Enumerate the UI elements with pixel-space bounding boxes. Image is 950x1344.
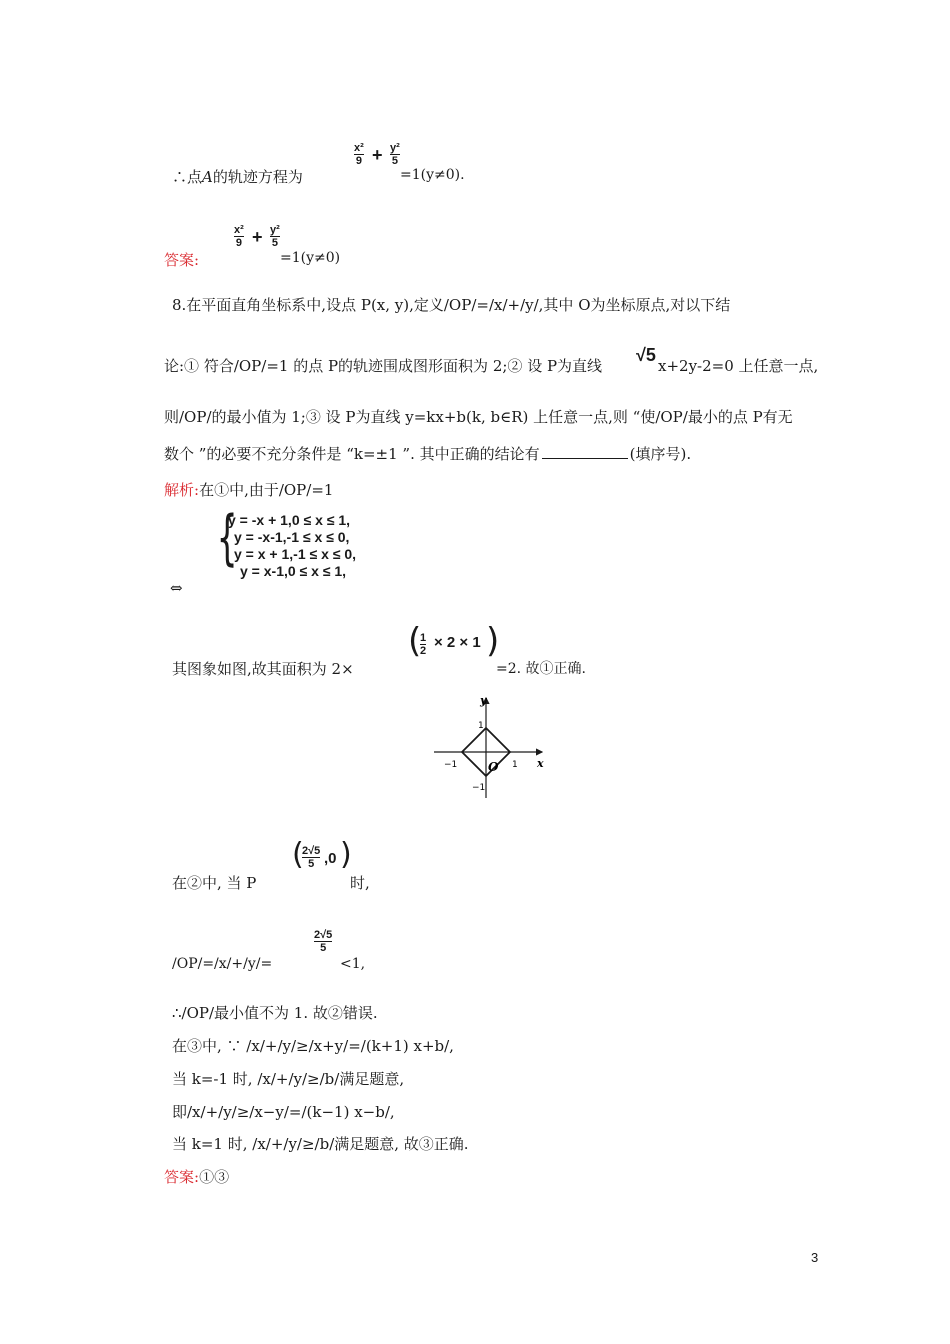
answer-value: ①③ xyxy=(199,1168,230,1186)
system-row: y = -x-1,-1 ≤ x ≤ 0, xyxy=(234,529,350,545)
frac-2sqrt5-5-b: 2√5 5 xyxy=(314,929,333,954)
diamond-graph xyxy=(430,690,550,805)
analysis-label: 解析: xyxy=(164,481,200,499)
y-label: y xyxy=(480,694,487,707)
part3-line-3: 即/x/+/y/≥/x−y/=/(k−1) x−b/, xyxy=(172,1103,395,1121)
piecewise-system xyxy=(228,512,356,580)
plus-sign: + xyxy=(372,145,383,165)
frac-2sqrt5-5: 2√5 5 xyxy=(302,845,321,870)
plus-sign-b: + xyxy=(252,227,263,247)
frac-x2-9-b: x² 9 xyxy=(234,224,244,249)
close-paren: ) xyxy=(486,621,500,661)
sqrt5: √5 xyxy=(636,345,656,365)
tick-neg-x: −1 xyxy=(444,760,458,770)
q8-line-3: 则/OP/的最小值为 1;③ 设 P为直线 y=kx+b(k, b∈R) 上任意一点,则 “使/OP/最小的点 P有无 xyxy=(164,408,793,426)
system-row: y = x-1,0 ≤ x ≤ 1, xyxy=(240,563,347,579)
point-tail: ,0 xyxy=(324,850,337,867)
page-number: 3 xyxy=(811,1250,819,1265)
system-brace: { xyxy=(216,503,238,573)
analysis-line: 解析:在①中,由于/OP/=1 xyxy=(164,481,334,499)
ellipse-eq-tail: =1(y≠0). xyxy=(400,167,465,183)
answer-blank[interactable] xyxy=(542,458,628,459)
q8-line-4: 数个 ”的必要不充分条件是 “k=±1 ”. 其中正确的结论有 (填序号). xyxy=(164,445,692,463)
point-open-paren: ( xyxy=(292,837,304,872)
frac-y2-5-b: y² 5 xyxy=(270,224,280,249)
area-text: 其图象如图,故其面积为 2× xyxy=(172,660,354,678)
frac-x2-9: x² 9 xyxy=(354,142,364,167)
x-label: x xyxy=(537,757,544,770)
part2-when: 在②中, 当 P xyxy=(172,874,257,892)
tick-neg-y: −1 xyxy=(472,783,486,793)
tick-pos-y: 1 xyxy=(478,721,484,731)
tick-pos-x: 1 xyxy=(512,760,518,770)
iff-symbol: ⇔ xyxy=(170,579,183,597)
answer-label-1: 答案: xyxy=(164,251,200,269)
therefore-text: ∴点 xyxy=(172,168,203,186)
q8-line-1: 8.在平面直角坐标系中,设点 P(x, y),定义/OP/=/x/+/y/,其中 O为坐标原点,对以下结 xyxy=(172,296,731,314)
op-text: /OP/=/x/+/y/= xyxy=(172,956,273,972)
area-result: =2. 故①正确. xyxy=(496,661,586,677)
part3-line-2: 当 k=-1 时, /x/+/y/≥/b/满足题意, xyxy=(172,1070,405,1088)
q8-line-2a: 论:① 符合/OP/=1 的点 P的轨迹围成图形面积为 2;② 设 P为直线 xyxy=(164,357,603,375)
answer-eq-tail: =1(y≠0) xyxy=(280,250,341,266)
final-answer xyxy=(164,1166,229,1187)
part2-when-tail: 时, xyxy=(350,874,370,892)
system-row: y = x + 1,-1 ≤ x ≤ 0, xyxy=(234,546,356,562)
part3-line-1: 在③中, ∵ /x/+/y/≥/x+y/=/(k+1) x+b/, xyxy=(172,1037,454,1055)
lt1: <1, xyxy=(340,956,366,972)
part2-conclusion: ∴/OP/最小值不为 1. 故②错误. xyxy=(172,1004,378,1022)
q8-line-2b: x+2y-2=0 上任意一点, xyxy=(658,357,819,375)
area-expr: × 2 × 1 xyxy=(434,634,481,651)
open-paren: ( xyxy=(408,621,422,661)
var-a: A xyxy=(202,168,213,186)
system-row: y = -x + 1,0 ≤ x ≤ 1, xyxy=(228,512,350,528)
answer-label-2: 答案: xyxy=(164,1168,200,1186)
trajectory-text: 的轨迹方程为 xyxy=(212,168,303,186)
frac-half: 1 2 xyxy=(420,632,427,657)
part3-line-4: 当 k=1 时, /x/+/y/≥/b/满足题意, 故③正确. xyxy=(172,1135,469,1153)
origin-label: O xyxy=(488,760,499,774)
frac-y2-5: y² 5 xyxy=(390,142,400,167)
trajectory-statement xyxy=(172,166,303,187)
point-close-paren: ) xyxy=(340,837,352,872)
